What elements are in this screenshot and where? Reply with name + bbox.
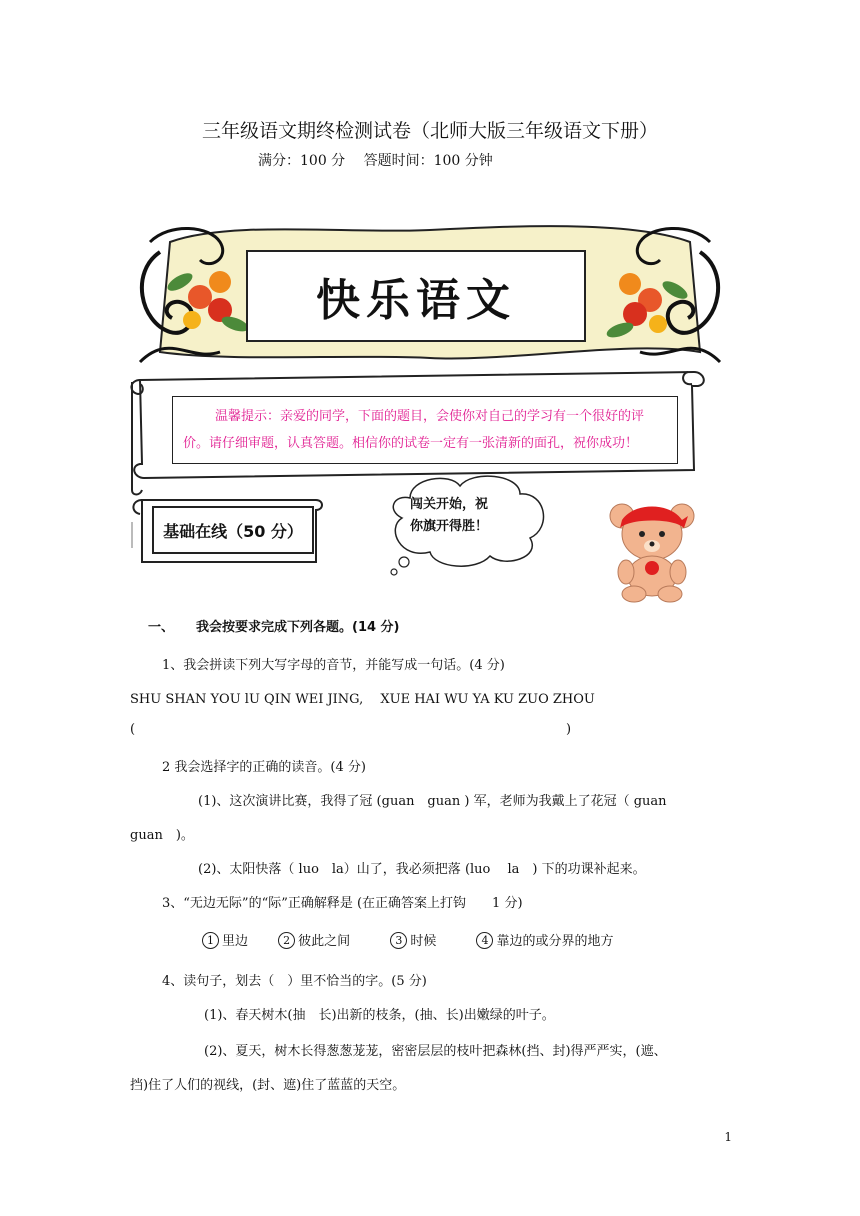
question-4-sentence-1: (1)、春天树木(抽 长)出新的枝条，(抽、长)出嫩绿的叶子。 bbox=[204, 1008, 555, 1023]
tip-box bbox=[172, 396, 678, 464]
answer-paren-open: ( bbox=[130, 722, 136, 737]
question-3-options bbox=[202, 930, 639, 949]
page-title: 三年级语文期终检测试卷（北师大版三年级语文下册） bbox=[201, 120, 658, 142]
question-2-sentence-2: (2)、太阳快落（ luo la）山了，我必须把落 (luo la ) 下的功课补起来。 bbox=[198, 862, 646, 877]
option-number: 4 bbox=[476, 932, 493, 949]
question-2-prompt: 2 我会选择字的正确的读音。(4 分) bbox=[162, 760, 366, 775]
page-number: 1 bbox=[724, 1130, 732, 1144]
teddy-bear-icon bbox=[604, 494, 700, 606]
page-subtitle: 满分：100 分 答题时间：100 分钟 bbox=[258, 153, 493, 169]
question-4-prompt: 4、读句子，划去（ ）里不恰当的字。(5 分) bbox=[162, 974, 427, 989]
option-1[interactable] bbox=[202, 934, 248, 949]
option-text: 彼此之间 bbox=[298, 934, 351, 949]
option-text: 里边 bbox=[222, 934, 249, 949]
question-1-prompt: 1、我会拼读下列大写字母的音节，并能写成一句话。(4 分) bbox=[162, 658, 505, 673]
cloud-line-1: 闯关开始，祝 bbox=[410, 497, 489, 512]
question-2-sentence-1b: guan )。 bbox=[130, 828, 194, 843]
question-4-sentence-2a: (2)、夏天，树木长得葱葱茏茏，密密层层的枝叶把森林(挡、封)得严严实，(遮、 bbox=[204, 1044, 667, 1059]
option-4[interactable] bbox=[476, 934, 613, 949]
section-label: 基础在线（50 分） bbox=[152, 506, 314, 554]
part-number: 一、 bbox=[148, 620, 175, 635]
cloud-text bbox=[410, 494, 520, 538]
answer-paren-close: ) bbox=[566, 722, 572, 737]
question-4-sentence-2b: 挡)住了人们的视线，(封、遮)住了蓝蓝的天空。 bbox=[130, 1078, 406, 1093]
question-2-sentence-1a: (1)、这次演讲比赛，我得了冠 (guan guan ) 军，老师为我戴上了花冠（ guan bbox=[198, 794, 667, 809]
option-number: 3 bbox=[390, 932, 407, 949]
option-text: 靠边的或分界的地方 bbox=[496, 934, 614, 949]
option-number: 1 bbox=[202, 932, 219, 949]
option-text: 时候 bbox=[410, 934, 437, 949]
part-heading: 我会按要求完成下列各题。(14 分) bbox=[196, 620, 400, 635]
question-1-pinyin: SHU SHAN YOU lU QIN WEI JING, XUE HAI WU YA KU ZUO ZHOU bbox=[130, 692, 595, 707]
option-2[interactable] bbox=[278, 934, 350, 949]
cloud-line-2: 你旗开得胜！ bbox=[410, 519, 489, 534]
banner-box bbox=[246, 250, 586, 342]
banner-title: 快乐语文 bbox=[316, 275, 516, 326]
question-3-prompt: 3、“无边无际”的“际”正确解释是 (在正确答案上打钩 1 分) bbox=[162, 896, 523, 911]
option-3[interactable] bbox=[390, 934, 436, 949]
option-number: 2 bbox=[278, 932, 295, 949]
tip-text: 温馨提示：亲爱的同学，下面的题目，会使你对自己的学习有一个很好的评价。请仔细审题，认真答题。相信你的试卷一定有一张清新的面孔，祝你成功！ bbox=[183, 409, 645, 451]
